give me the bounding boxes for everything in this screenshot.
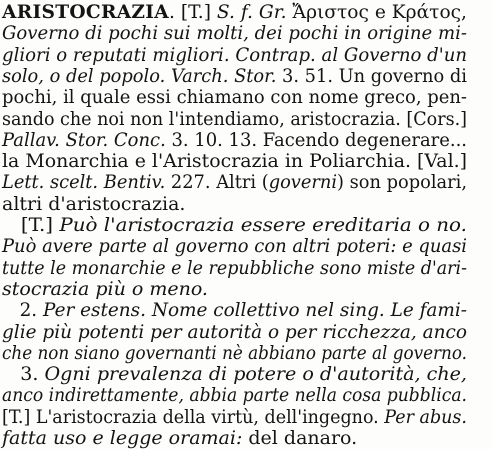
entry-text: sando che noi non l'intendiamo, aristocrazia. [Cors.] <box>2 107 468 130</box>
entry-text: Per abus. <box>384 405 467 428</box>
entry-line <box>2 214 492 236</box>
entry-text: 3. <box>2 363 45 386</box>
entry-line <box>2 341 467 364</box>
entry-line <box>2 171 467 194</box>
entry-line <box>2 1 467 23</box>
entry-text: governi <box>268 171 338 194</box>
entry-text: del danaro. <box>242 427 358 449</box>
entry-text: gliori o reputati migliori. Contrap. al Governo d'un <box>2 43 468 66</box>
entry-line <box>2 86 468 109</box>
headword: ARISTOCRAZIA <box>2 1 170 23</box>
entry-line <box>2 256 468 279</box>
entry-text: Ἄριστος e Κράτος, <box>292 1 467 23</box>
entry-text: 3. 51. Un governo di <box>276 64 467 87</box>
entry-text: Lett. scelt. Bentiv. <box>2 171 166 194</box>
entry-line <box>2 299 467 322</box>
entry-text: tutte le monarchie e le repubbliche sono miste d'ari- <box>2 256 468 279</box>
entry-text: pochi, il quale essi chiamano con nome greco, pen- <box>2 86 468 109</box>
entry-text: che non siano governanti nè abbiano parte al governo. <box>2 341 467 364</box>
entry-line <box>2 43 468 66</box>
entry-line <box>2 405 467 428</box>
entry-text: Ogni prevalenza di potere o d'autorità, che, <box>44 363 468 386</box>
entry-text: Può l'aristocrazia essere ereditaria o no. <box>59 214 467 236</box>
entry-text: [T.] L'aristocrazia della virtù, dell'ingegno. <box>2 405 385 428</box>
entry-text: ) son popolari, <box>337 171 467 194</box>
entry-line <box>2 363 473 385</box>
entry-line <box>2 235 467 258</box>
entry-text: 3. 10. 13. Facendo degenerare... <box>165 128 467 151</box>
entry-line <box>2 64 467 87</box>
entry-line <box>2 128 467 151</box>
entry-text: Pallav. Stor. Conc. <box>2 128 166 151</box>
entry-text: anco indirettamente, abbia parte nella cosa pubblica. <box>2 384 468 407</box>
entry-line <box>2 384 468 407</box>
entry-text: S. f. Gr. <box>216 1 293 23</box>
entry-text: 2. <box>2 299 44 322</box>
entry-text: solo, o del popolo. Varch. Stor. <box>2 64 277 87</box>
entry-text: glie più potenti per autorità o per ricchezza, anco <box>2 320 467 343</box>
entry-line <box>2 320 467 343</box>
entry-line <box>2 427 471 449</box>
entry-text: [T.] <box>2 214 60 236</box>
entry-line <box>2 150 469 172</box>
entry-text: fatta uso e legge oramai: <box>2 427 243 449</box>
entry-line <box>2 22 467 45</box>
entry-text: la Monarchia e l'Aristocrazia in Poliarchia. [Val.] <box>2 150 468 173</box>
entry-text: Per estens. Nome collettivo nel sing. Le fami- <box>43 299 467 322</box>
entry-text: Può avere parte al governo con altri poteri: e quasi <box>2 235 467 258</box>
entry-line <box>2 193 471 215</box>
entry-text: 227. Altri ( <box>165 171 269 194</box>
entry-line <box>2 278 471 300</box>
entry-text: . [T.] <box>169 1 217 23</box>
entry-text: Governo di pochi sui molti, dei pochi in origine <box>2 22 438 45</box>
entry-line <box>2 107 468 130</box>
entry-text: mi- <box>437 22 467 45</box>
entry-text: altri d'aristocrazia. <box>2 192 186 215</box>
entry-text: stocrazia più o meno. <box>2 277 208 300</box>
